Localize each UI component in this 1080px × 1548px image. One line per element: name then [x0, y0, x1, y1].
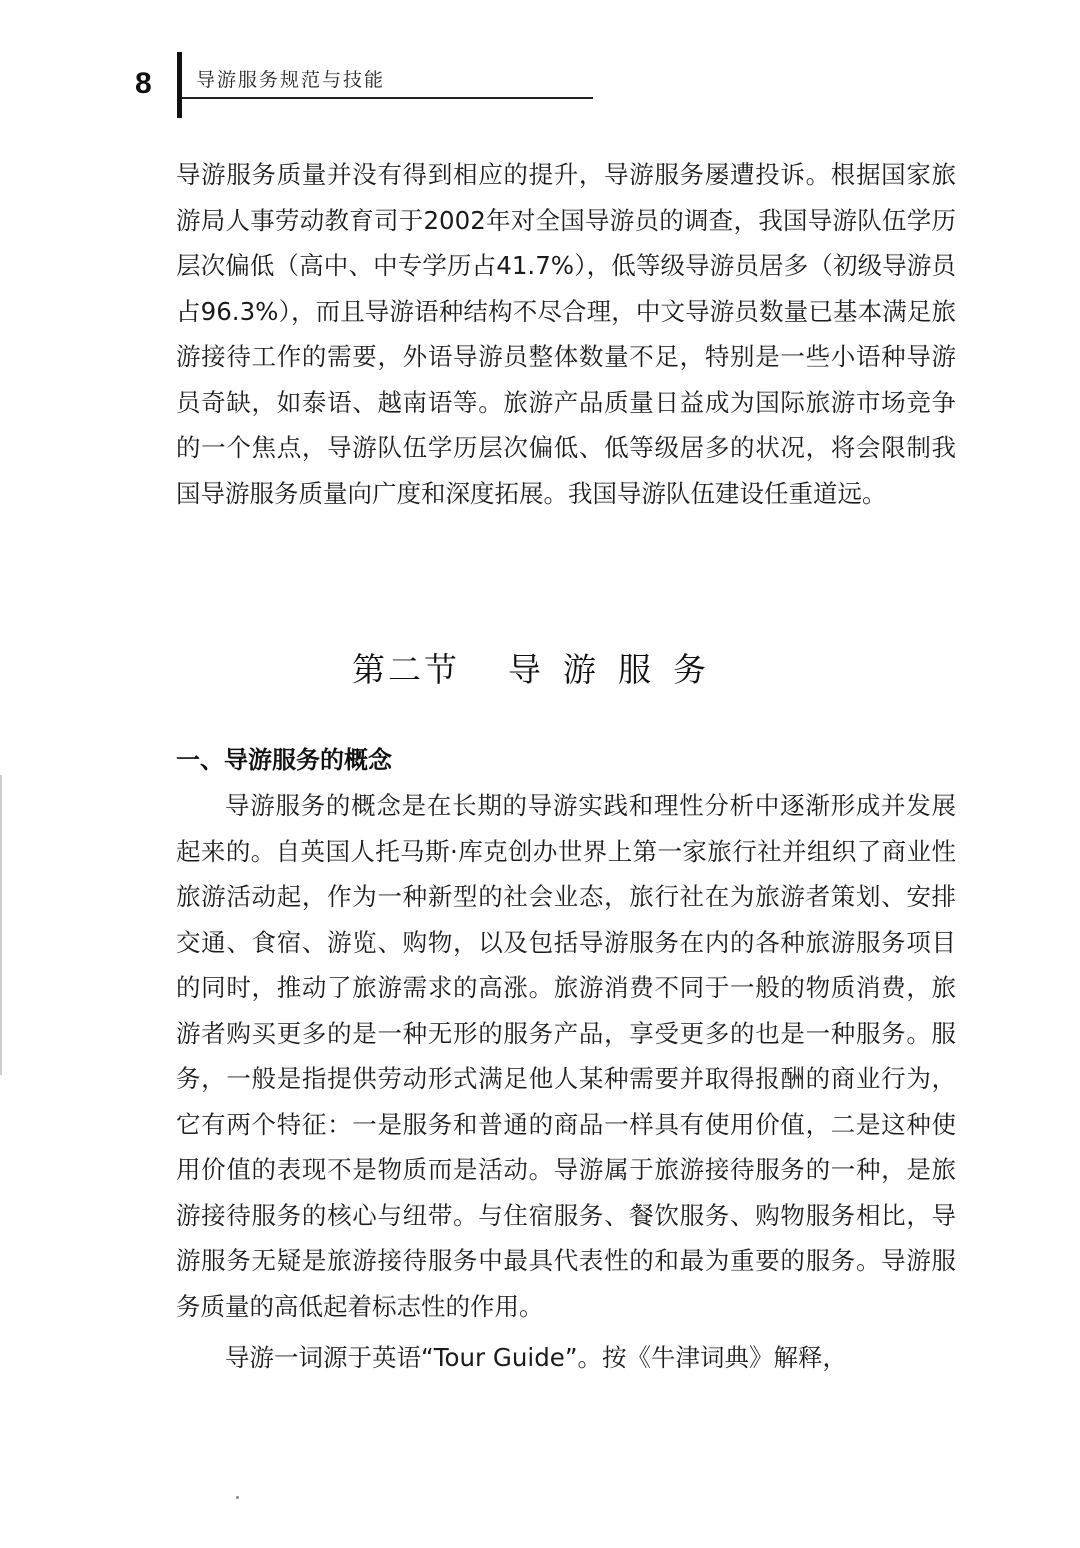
subsection-heading: 一、导游服务的概念: [176, 746, 392, 774]
running-header-title: 导游服务规范与技能: [196, 69, 386, 91]
page-number: 8: [135, 67, 152, 100]
paragraph-continued: 导游服务质量并没有得到相应的提升，导游服务屡遭投诉。根据国家旅游局人事劳动教育司于2002年对全国导游员的调查，我国导游队伍学历层次偏低（高中、中专学历占41.7%），低等级导游员居多（初级导游员占96.3%），而且导游语种结构不尽合理，中文导游员数量已基本满足旅游接待工作的需要，外语导游员整体数量不足，特别是一些小语种导游员奇缺，如泰语、越南语等。旅游产品质量日益成为国际旅游市场竞争的一个焦点，导游队伍学历层次偏低、低等级居多的状况，将会限制我国导游服务质量向广度和深度拓展。我国导游队伍建设任重道远。: [176, 160, 956, 508]
header-rule: [181, 97, 593, 99]
paragraph-concept: 导游服务的概念是在长期的导游实践和理性分析中逐渐形成并发展起来的。自英国人托马斯·库克创办世界上第一家旅行社并组织了商业性旅游活动起，作为一种新型的社会业态，旅行社在为旅游者策划、安排交通、食宿、游览、购物，以及包括导游服务在内的各种旅游服务项目的同时，推动了旅游需求的高涨。旅游消费不同于一般的物质消费，旅游者购买更多的是一种无形的服务产品，享受更多的也是一种服务。服务，一般是指提供劳动形式满足他人某种需要并取得报酬的商业行为，它有两个特征：一是服务和普通的商品一样具有使用价值，二是这种使用价值的表现不是物质而是活动。导游属于旅游接待服务的一种，是旅游接待服务的核心与纽带。与住宿服务、餐饮服务、购物服务相比，导游服务无疑是旅游接待服务中最具代表性的和最为重要的服务。导游服务质量的高低起着标志性的作用。: [176, 791, 956, 1321]
section-heading: [0, 646, 1080, 694]
header-vertical-bar: [177, 52, 182, 118]
paragraph-etymology: 导游一词源于英语“Tour Guide”。按《牛津词典》解释，: [225, 1343, 848, 1372]
body-text-concept: [176, 783, 956, 1329]
body-text-etymology: [176, 1335, 956, 1381]
scan-dust-mark: [236, 1496, 239, 1499]
section-title: 导游服务: [508, 650, 728, 689]
section-number: 第二节: [352, 650, 460, 689]
scan-margin-line: [0, 775, 2, 1075]
body-text-continued: [176, 152, 956, 516]
